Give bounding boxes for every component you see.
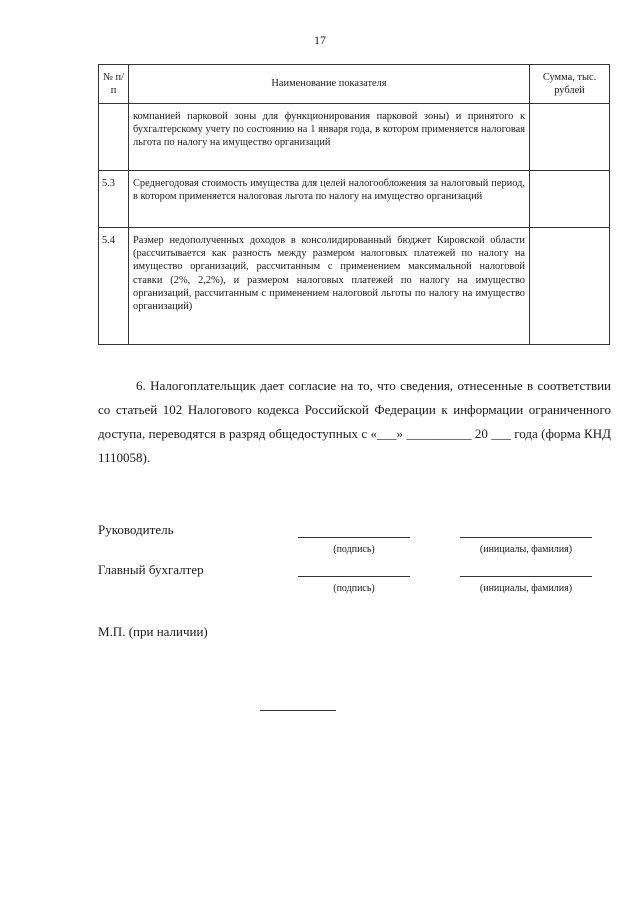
head-signature-line[interactable] <box>298 537 410 538</box>
head-name-line[interactable] <box>460 537 592 538</box>
accountant-signature-line[interactable] <box>298 576 410 577</box>
row-text: Размер недополученных доходов в консолидированный бюджет Кировской области (рассчитывается как разность между размером налоговых платежей по налогу на имущество организаций, рассчитанным с применением максимальной налоговой ставки (2%, 2,2%), и размером налоговых платежей по налогу на имущество организаций, рассчитанным с применением налоговой льготы по налогу на имущество организаций) <box>129 228 530 345</box>
header-num: № п/п <box>99 65 129 104</box>
page-number: 17 <box>314 33 326 47</box>
accountant-name-line[interactable] <box>460 576 592 577</box>
header-name: Наименование показателя <box>129 65 530 104</box>
row-text: компанией парковой зоны для функционирования парковой зоны) и принятого к бухгалтерскому учету по состоянию на 1 января года, в котором применяется налоговая льгота по налогу на имущество организаций <box>129 104 530 171</box>
table-row <box>99 171 610 228</box>
accountant-name-caption: (инициалы, фамилия) <box>479 583 573 594</box>
accountant-signature-caption: (подпись) <box>333 583 375 594</box>
table-row <box>99 228 610 345</box>
row-sum <box>530 171 610 228</box>
row-sum <box>530 104 610 171</box>
head-signature-caption: (подпись) <box>333 544 375 555</box>
header-sum: Сумма, тыс. рублей <box>530 65 610 104</box>
consent-paragraph: 6. Налогоплательщик дает согласие на то, что сведения, отнесенные в соответствии со статьей 102 Налогового кодекса Российской Федерации к информации ограниченного доступа, переводятся в разряд общедоступных с «___» __________ 20 ___ года (форма КНД 1110058). <box>98 378 611 465</box>
head-name-caption: (инициалы, фамилия) <box>479 544 573 555</box>
row-text: Среднегодовая стоимость имущества для целей налогообложения за налоговый период, в котором применяется налоговая льгота по налогу на имущество организаций <box>129 171 530 228</box>
end-divider <box>260 710 336 711</box>
indicator-table <box>98 64 610 345</box>
row-num <box>99 104 129 171</box>
table-row <box>99 104 610 171</box>
row-sum <box>530 228 610 345</box>
row-num: 5.3 <box>99 171 129 228</box>
row-num: 5.4 <box>99 228 129 345</box>
accountant-label: Главный бухгалтер <box>98 562 204 577</box>
table-header-row <box>99 65 610 104</box>
head-label: Руководитель <box>98 522 174 537</box>
stamp-label: М.П. (при наличии) <box>98 624 208 639</box>
